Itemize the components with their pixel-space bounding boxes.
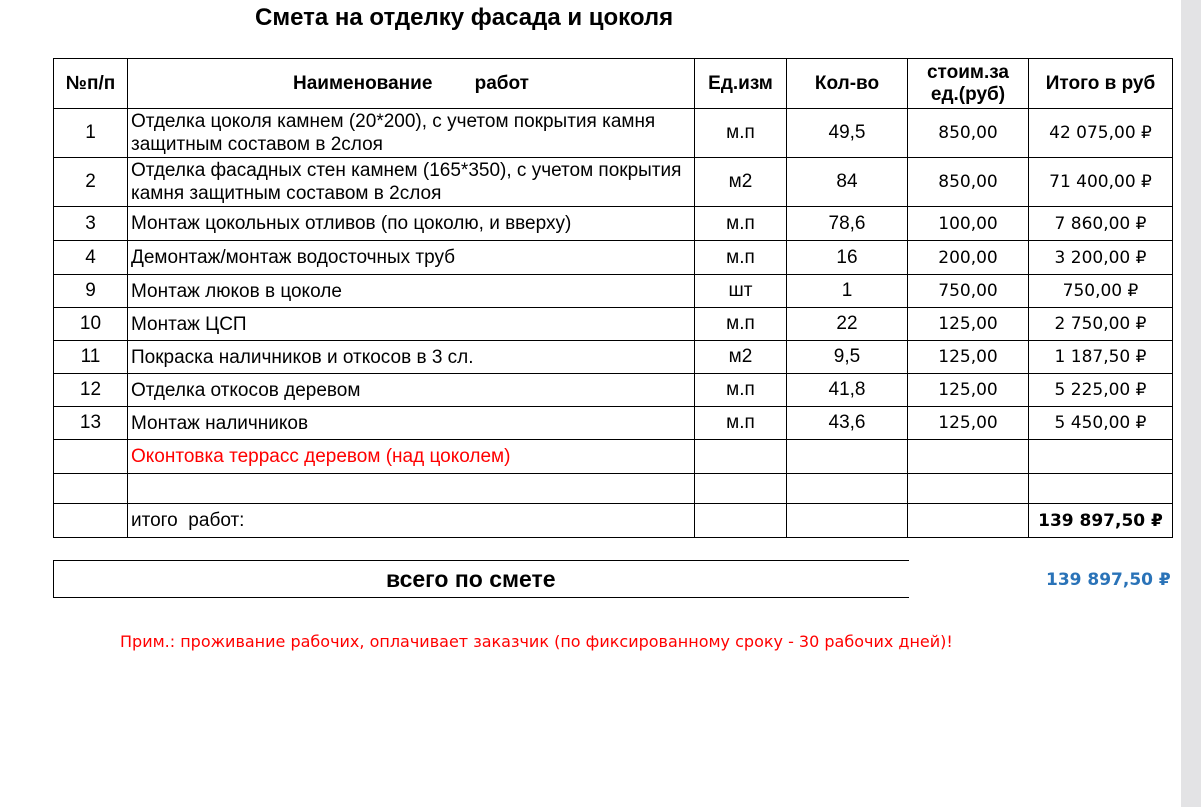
header-row (54, 59, 1173, 109)
cell-qty: 78,6 (787, 207, 908, 241)
cell-num-empty (54, 440, 128, 474)
subtotal-label: итого работ: (128, 504, 695, 538)
cell-total: 2 750,00 ₽ (1029, 308, 1173, 341)
cell-total: 1 187,50 ₽ (1029, 341, 1173, 374)
cell-name: Монтаж ЦСП (128, 308, 695, 341)
cell-name: Монтаж люков в цоколе (128, 275, 695, 308)
cell-unit: м.п (695, 407, 787, 440)
cell-num: 1 (54, 109, 128, 158)
document-title: Смета на отделку фасада и цоколя (255, 4, 674, 31)
cell-unit: м2 (695, 158, 787, 207)
cell-price: 850,00 (908, 109, 1029, 158)
cell-empty (787, 440, 908, 474)
cell-name: Покраска наличников и откосов в 3 сл. (128, 341, 695, 374)
cell-unit: м.п (695, 374, 787, 407)
subtotal-value: 139 897,50 ₽ (1029, 504, 1173, 538)
header-price: стоим.за ед.(руб) (908, 59, 1029, 109)
grand-total-label: всего по смете (386, 566, 556, 592)
cell-total: 42 075,00 ₽ (1029, 109, 1173, 158)
cell-unit: м.п (695, 308, 787, 341)
cell-num: 11 (54, 341, 128, 374)
cell-price: 125,00 (908, 374, 1029, 407)
header-name: Наименование работ (128, 59, 695, 109)
cell-unit: м.п (695, 241, 787, 275)
cell-total: 3 200,00 ₽ (1029, 241, 1173, 275)
cell-num: 3 (54, 207, 128, 241)
table-row (54, 241, 1173, 275)
cell-empty (695, 474, 787, 504)
cell-total: 750,00 ₽ (1029, 275, 1173, 308)
cell-empty (1029, 440, 1173, 474)
cell-unit: м2 (695, 341, 787, 374)
table-row (54, 275, 1173, 308)
cell-price: 125,00 (908, 308, 1029, 341)
extra-item-row (54, 440, 1173, 474)
cell-num: 10 (54, 308, 128, 341)
cell-price: 125,00 (908, 407, 1029, 440)
grand-total-value: 139 897,50 ₽ (1046, 570, 1171, 590)
cell-price: 850,00 (908, 158, 1029, 207)
table-row (54, 308, 1173, 341)
cell-qty: 1 (787, 275, 908, 308)
cell-empty (54, 504, 128, 538)
estimate-table (53, 58, 1173, 538)
cell-num: 9 (54, 275, 128, 308)
cell-name: Отделка откосов деревом (128, 374, 695, 407)
cell-qty: 49,5 (787, 109, 908, 158)
cell-qty: 16 (787, 241, 908, 275)
cell-name: Отделка цоколя камнем (20*200), с учетом покрытия камня защитным составом в 2слоя (128, 109, 695, 158)
cell-empty (1029, 474, 1173, 504)
cell-total: 71 400,00 ₽ (1029, 158, 1173, 207)
cell-qty: 9,5 (787, 341, 908, 374)
cell-unit: м.п (695, 207, 787, 241)
cell-num: 12 (54, 374, 128, 407)
cell-empty (787, 504, 908, 538)
cell-empty (908, 474, 1029, 504)
cell-empty (695, 504, 787, 538)
cell-empty (695, 440, 787, 474)
header-num: №п/п (54, 59, 128, 109)
table-row (54, 341, 1173, 374)
extra-item-name: Оконтовка террасс деревом (над цоколем) (128, 440, 695, 474)
cell-price: 750,00 (908, 275, 1029, 308)
header-unit: Ед.изм (695, 59, 787, 109)
cell-name: Монтаж наличников (128, 407, 695, 440)
cell-unit: м.п (695, 109, 787, 158)
cell-qty: 41,8 (787, 374, 908, 407)
table-row (54, 407, 1173, 440)
cell-price: 200,00 (908, 241, 1029, 275)
subtotal-row (54, 504, 1173, 538)
cell-empty (908, 504, 1029, 538)
cell-empty (787, 474, 908, 504)
cell-qty: 22 (787, 308, 908, 341)
cell-price: 100,00 (908, 207, 1029, 241)
table-row (54, 207, 1173, 241)
page-edge (1181, 0, 1201, 807)
cell-name: Демонтаж/монтаж водосточных труб (128, 241, 695, 275)
cell-total: 7 860,00 ₽ (1029, 207, 1173, 241)
cell-num: 13 (54, 407, 128, 440)
cell-empty (54, 474, 128, 504)
cell-name: Монтаж цокольных отливов (по цоколю, и вверху) (128, 207, 695, 241)
table-row (54, 109, 1173, 158)
empty-row (54, 474, 1173, 504)
cell-unit: шт (695, 275, 787, 308)
cell-num: 2 (54, 158, 128, 207)
cell-num: 4 (54, 241, 128, 275)
footnote: Прим.: проживание рабочих, оплачивает заказчик (по фиксированному сроку - 30 рабочих дней)! (120, 632, 953, 651)
cell-total: 5 225,00 ₽ (1029, 374, 1173, 407)
table-row (54, 158, 1173, 207)
header-total: Итого в руб (1029, 59, 1173, 109)
cell-total: 5 450,00 ₽ (1029, 407, 1173, 440)
cell-price: 125,00 (908, 341, 1029, 374)
cell-name: Отделка фасадных стен камнем (165*350), с учетом покрытия камня защитным составом в 2слоя (128, 158, 695, 207)
cell-qty: 43,6 (787, 407, 908, 440)
header-qty: Кол-во (787, 59, 908, 109)
table-row (54, 374, 1173, 407)
cell-qty: 84 (787, 158, 908, 207)
cell-empty (128, 474, 695, 504)
cell-empty (908, 440, 1029, 474)
